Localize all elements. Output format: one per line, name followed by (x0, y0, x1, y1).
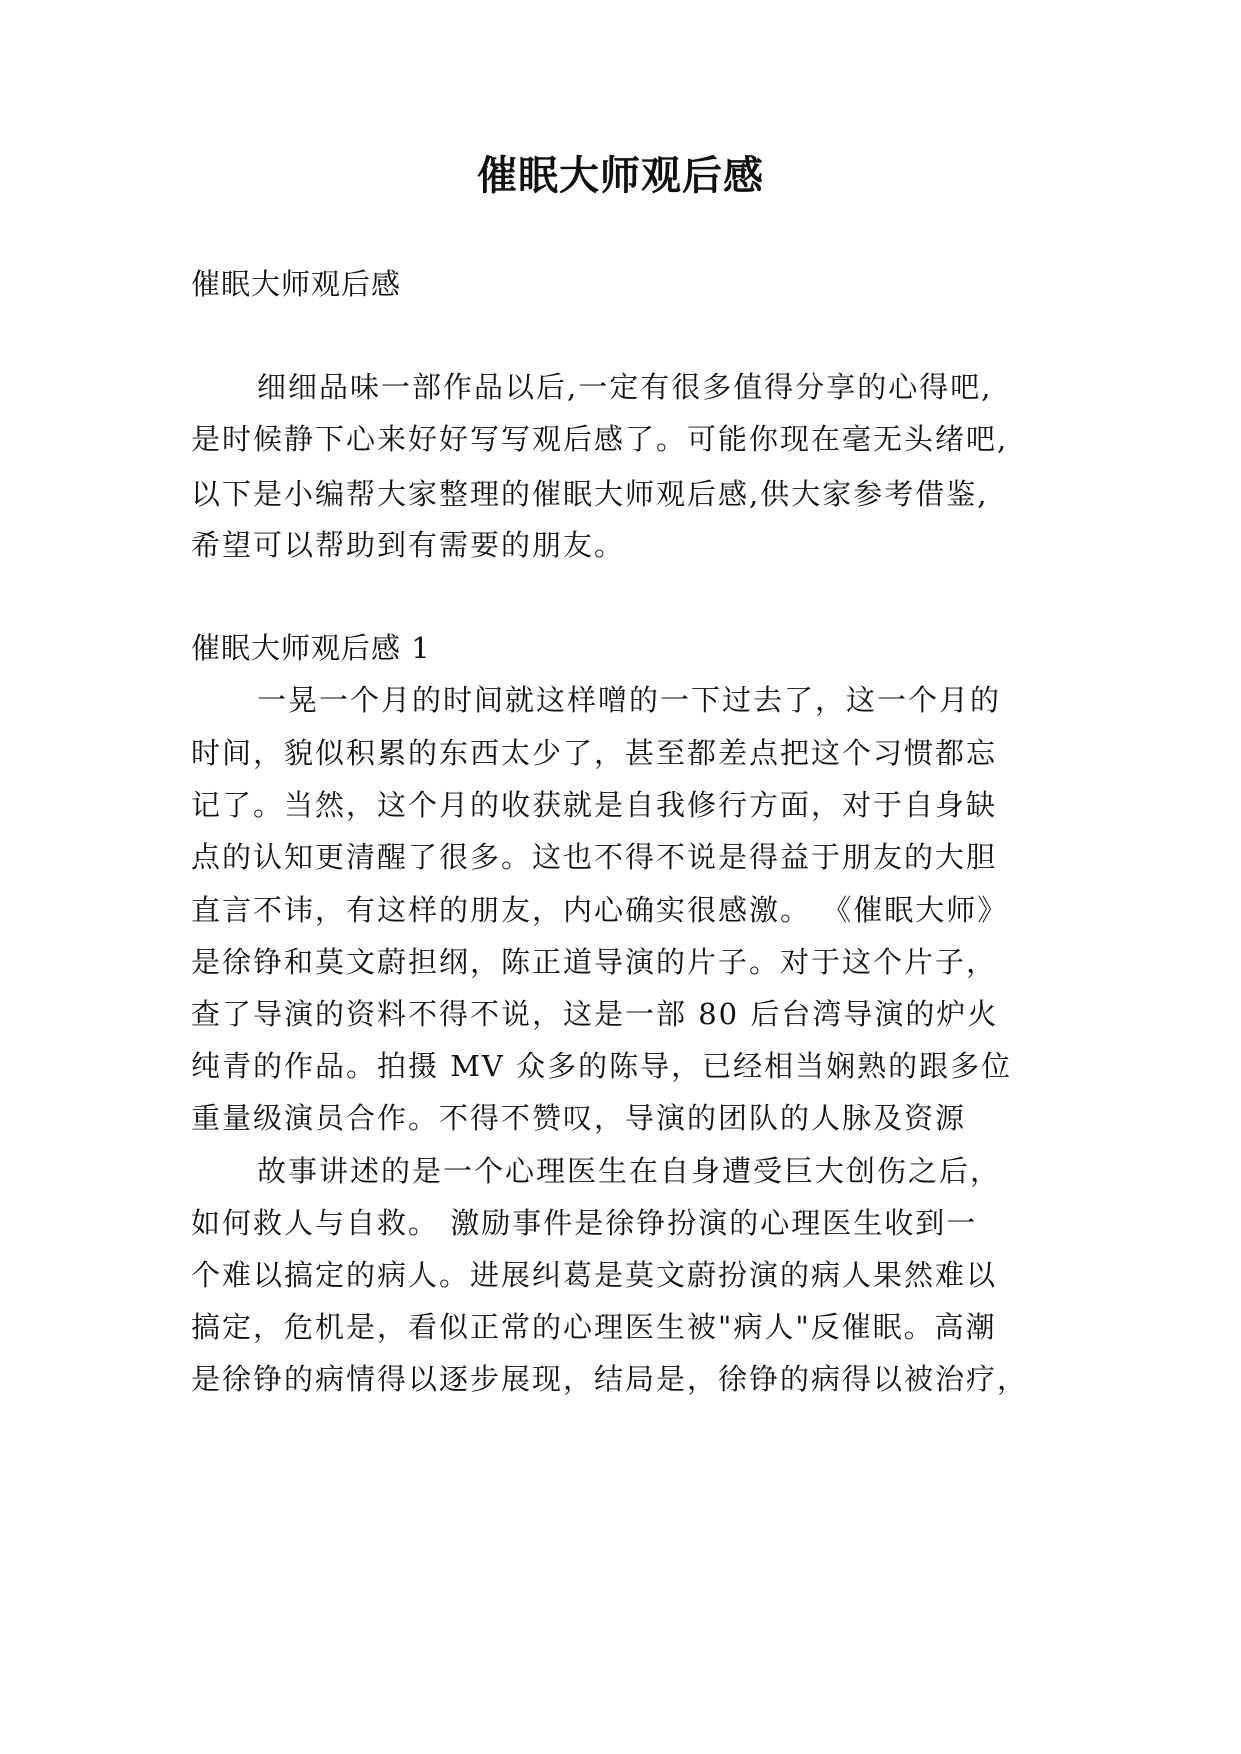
document-subtitle: 催眠大师观后感 (191, 267, 402, 301)
paragraph1-line-5: 直言不讳，有这样的朋友，内心确实很感激。 《催眠大师》 (191, 893, 1009, 927)
paragraph1-line-7: 查了导演的资料不得不说，这是一部 80 后台湾导演的炉火 (191, 997, 999, 1031)
intro-line-2: 是时候静下心来好好写写观后感了。可能你现在毫无头绪吧, (191, 422, 1009, 456)
paragraph1-line-3: 记了。当然，这个月的收获就是自我修行方面，对于自身缺 (191, 788, 998, 822)
paragraph1-line-9: 重量级演员合作。不得不赞叹，导演的团队的人脉及资源 (191, 1101, 967, 1135)
paragraph2-line-1: 故事讲述的是一个心理医生在自身遭受巨大创伤之后， (257, 1154, 1002, 1188)
intro-line-1: 细细品味一部作品以后,一定有很多值得分享的心得吧, (257, 370, 993, 404)
paragraph2-line-3: 个难以搞定的病人。进展纠葛是莫文蔚扮演的病人果然难以 (191, 1258, 998, 1292)
intro-line-4: 希望可以帮助到有需要的朋友。 (191, 528, 626, 562)
paragraph1-line-1: 一晃一个月的时间就这样噌的一下过去了，这一个月的 (257, 683, 1002, 717)
intro-line-3: 以下是小编帮大家整理的催眠大师观后感,供大家参考借鉴, (191, 477, 989, 511)
document-title: 催眠大师观后感 (477, 153, 764, 199)
paragraph2-line-2: 如何救人与自救。 激励事件是徐铮扮演的心理医生收到一 (191, 1206, 978, 1240)
paragraph2-line-5: 是徐铮的病情得以逐步展现，结局是，徐铮的病得以被治疗， (191, 1362, 1029, 1396)
section-heading: 催眠大师观后感 1 (191, 631, 431, 665)
paragraph1-line-6: 是徐铮和莫文蔚担纲，陈正道导演的片子。对于这个片子， (191, 945, 998, 979)
paragraph1-line-8: 纯青的作品。拍摄 MV 众多的陈导，已经相当娴熟的跟多位 (191, 1049, 1013, 1083)
paragraph2-line-4: 搞定，危机是，看似正常的心理医生被"病人"反催眠。高潮 (191, 1310, 997, 1344)
paragraph1-line-2: 时间，貌似积累的东西太少了，甚至都差点把这个习惯都忘 (191, 736, 998, 770)
paragraph1-line-4: 点的认知更清醒了很多。这也不得不说是得益于朋友的大胆 (191, 840, 998, 874)
